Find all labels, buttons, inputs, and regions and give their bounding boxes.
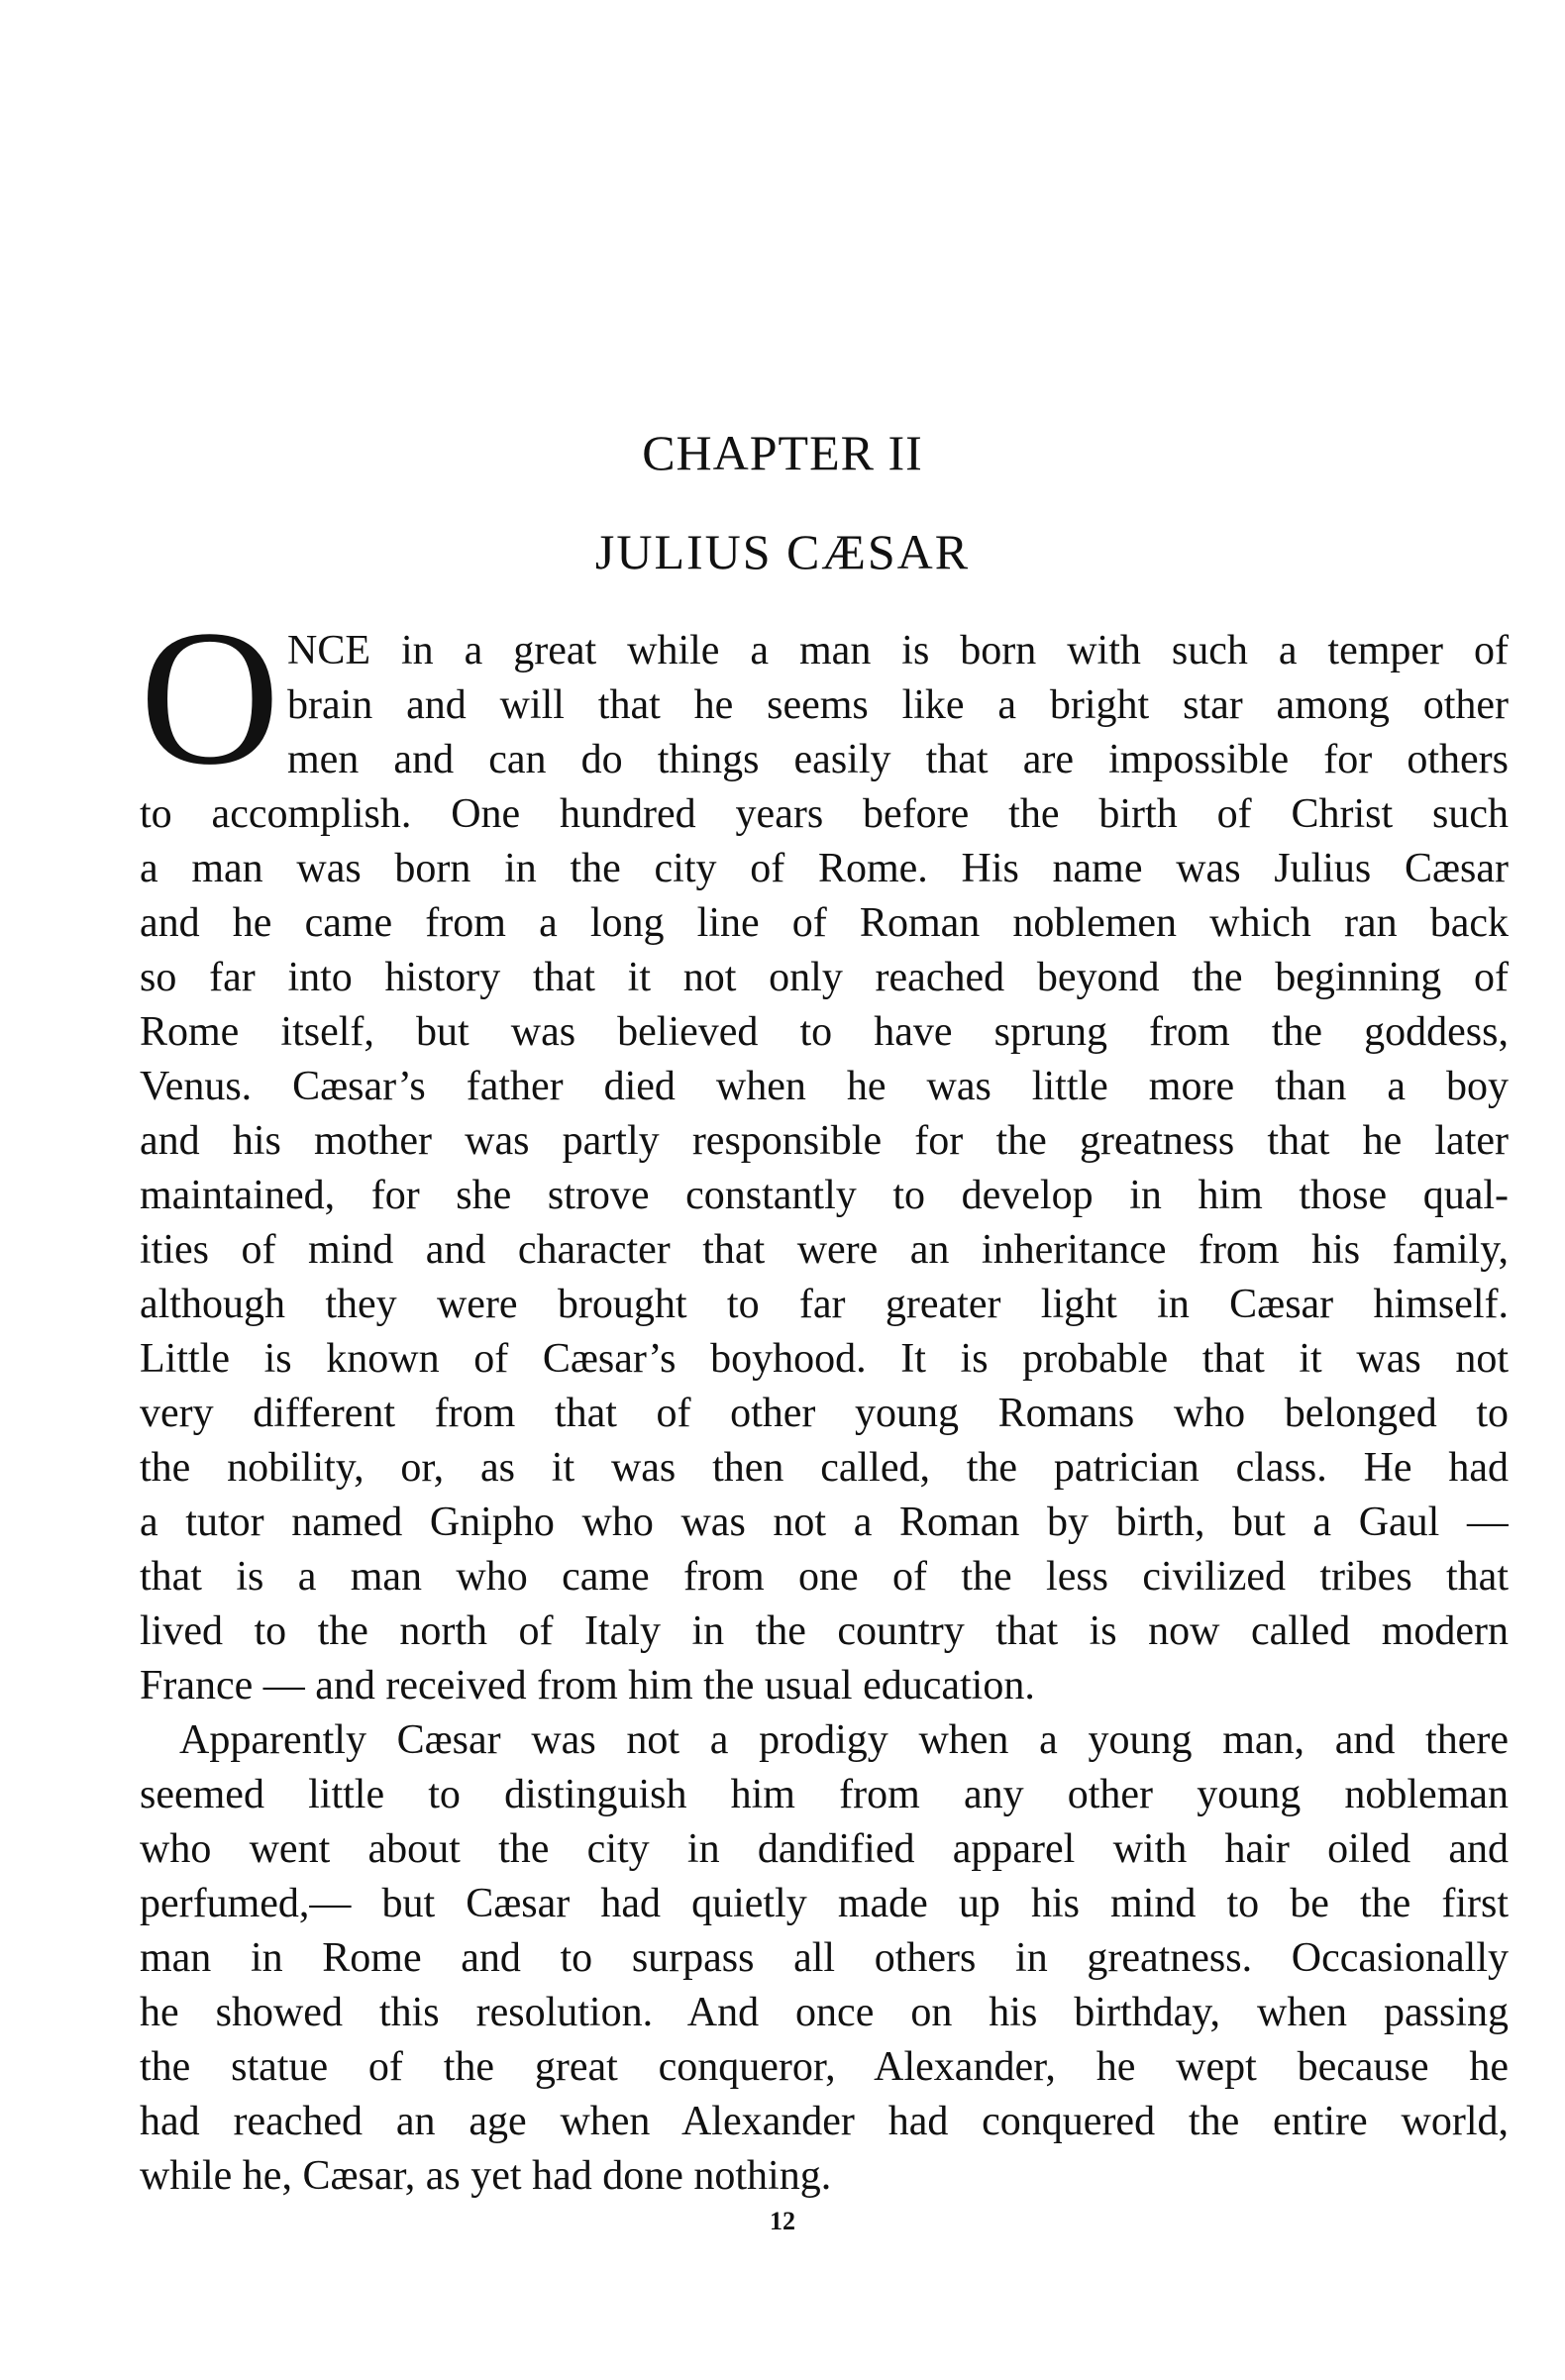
text-line: a tutor named Gnipho who was not a Roman by birth, but a Gaul — — [140, 1500, 1509, 1545]
text-line: while he, Cæsar, as yet had done nothing. — [140, 2153, 832, 2199]
text-line: who went about the city in dandified apparel with hair oiled and — [140, 1826, 1509, 1872]
text-line: had reached an age when Alexander had conquered the entire world, — [140, 2099, 1509, 2144]
text-line: man in Rome and to surpass all others in greatness. Occasionally — [140, 1935, 1509, 1981]
text-line: Apparently Cæsar was not a prodigy when a young man, and there — [179, 1717, 1509, 1763]
text-line: France — and received from him the usual education. — [140, 1663, 1035, 1708]
text-line: ities of mind and character that were an inheritance from his family, — [140, 1227, 1509, 1273]
text-line: brain and will that he seems like a bright star among other — [287, 682, 1509, 728]
chapter-number: CHAPTER II — [642, 425, 923, 480]
body-text — [140, 624, 1509, 2204]
text-line: maintained, for she strove constantly to develop in him those qual- — [140, 1173, 1509, 1218]
text-line: seemed little to distinguish him from any other young nobleman — [140, 1772, 1509, 1817]
text-line: the nobility, or, as it was then called, the patrician class. He had — [140, 1445, 1509, 1491]
page-number: 12 — [770, 2207, 795, 2235]
text-line: so far into history that it not only reached beyond the beginning of — [140, 955, 1509, 1000]
text-line: a man was born in the city of Rome. His name was Julius Cæsar — [140, 846, 1509, 891]
text-line: to accomplish. One hundred years before the birth of Christ such — [140, 791, 1509, 837]
text-line: Little is known of Cæsar’s boyhood. It is probable that it was not — [140, 1336, 1509, 1382]
text-line: NCE in a great while a man is born with such a temper of — [287, 628, 1509, 673]
text-line: although they were brought to far greater light in Cæsar himself. — [140, 1282, 1509, 1327]
drop-cap: O — [140, 590, 280, 805]
text-line: and his mother was partly responsible for the greatness that he later — [140, 1118, 1509, 1164]
text-line: men and can do things easily that are impossible for others — [287, 737, 1509, 782]
text-line: that is a man who came from one of the less civilized tribes that — [140, 1554, 1509, 1600]
text-line: perfumed,— but Cæsar had quietly made up his mind to be the first — [140, 1881, 1509, 1926]
text-line: Rome itself, but was believed to have sprung from the goddess, — [140, 1009, 1509, 1055]
text-line: and he came from a long line of Roman noblemen which ran back — [140, 900, 1509, 946]
text-line: Venus. Cæsar’s father died when he was little more than a boy — [140, 1064, 1509, 1109]
chapter-title: JULIUS CÆSAR — [594, 524, 971, 579]
text-line: very different from that of other young Romans who belonged to — [140, 1391, 1509, 1436]
text-line: the statue of the great conqueror, Alexander, he wept because he — [140, 2044, 1509, 2090]
text-line: he showed this resolution. And once on his birthday, when passing — [140, 1990, 1509, 2035]
text-line: lived to the north of Italy in the country that is now called modern — [140, 1608, 1509, 1654]
